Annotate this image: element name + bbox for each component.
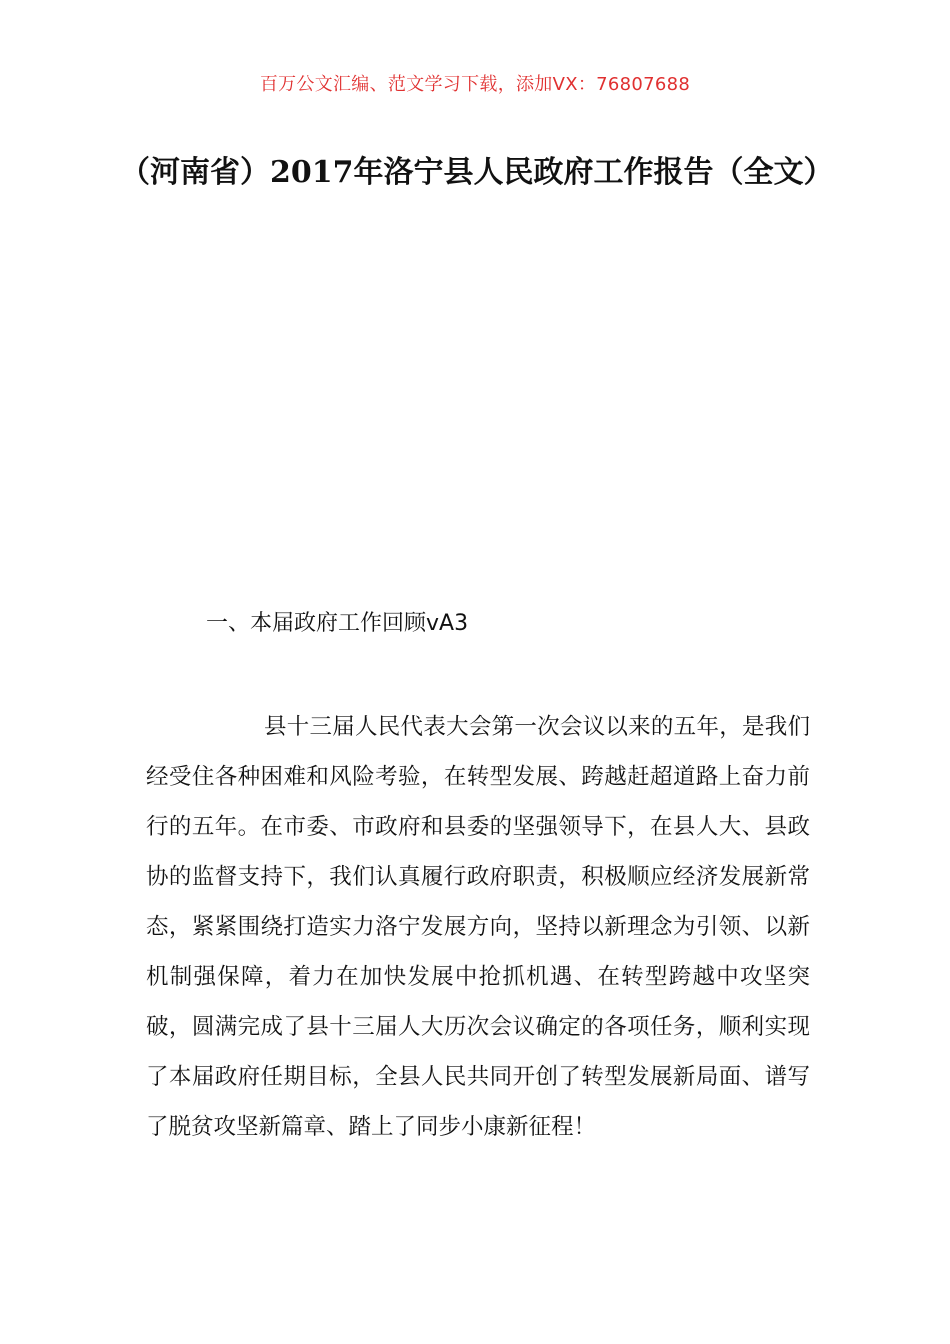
body-paragraph: 县十三届人民代表大会第一次会议以来的五年，是我们经受住各种困难和风险考验，在转型发展、跨越赶超道路上奋力前行的五年。在市委、市政府和县委的坚强领导下，在县人大、县政协的监督支持下，我们认真履行政府职责，积极顺应经济发展新常态，紧紧围绕打造实力洛宁发展方向，坚持以新理念为引领、以新机制强保障，着力在加快发展中抢抓机遇、在转型跨越中攻坚突破，圆满完成了县十三届人大历次会议确定的各项任务，顺利实现了本届政府任期目标，全县人民共同开创了转型发展新局面、谱写了脱贫攻坚新篇章、踏上了同步小康新征程！ — [146, 714, 810, 1140]
document-title: （河南省）2017年洛宁县人民政府工作报告（全文） — [120, 155, 834, 190]
section-heading: 一、本届政府工作回顾vA3 — [206, 611, 469, 636]
header-promo-note: 百万公文汇编、范文学习下载，添加VX：76807688 — [259, 74, 691, 95]
